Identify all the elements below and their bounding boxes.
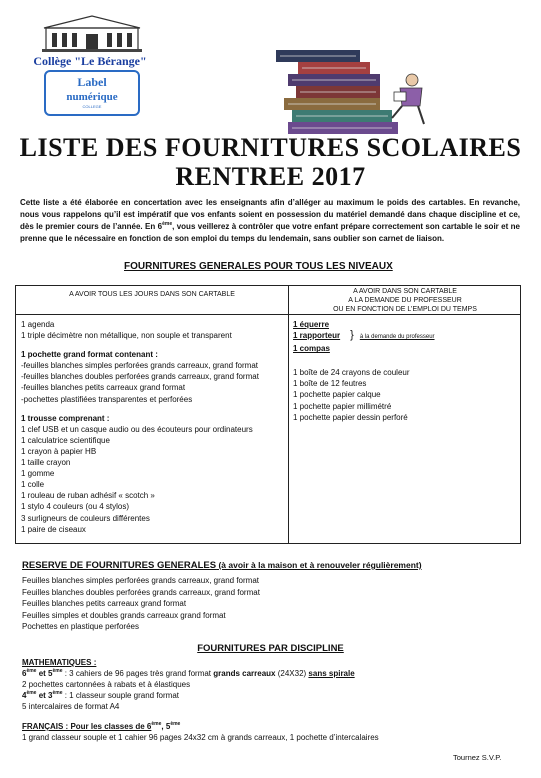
list-item: Feuilles blanches simples perforées grands carreaux, grand format (22, 576, 260, 585)
on-demand-items-list (293, 319, 435, 423)
maths-title: MATHEMATIQUES : (22, 658, 97, 667)
discipline-section (22, 657, 379, 743)
list-item: -feuilles blanches simples perforées grands carreaux, grand format (21, 361, 259, 371)
intro-text-2: , vous veillerez à contrôler que votre enfant prépare correctement son cartable le soir et ne prenne que le nécessaire en fonction de son emploi du temps du lendemain, sans oublier son carnet de liaison. (20, 222, 521, 243)
discipline-heading: FOURNITURES PAR DISCIPLINE (197, 643, 344, 654)
daily-items-list (21, 319, 259, 535)
list-item: 1 stylo 4 couleurs (ou 4 stylos) (21, 502, 130, 512)
col2-header-line-3: OU EN FONCTION DE L’EMPLOI DU TEMPS (333, 306, 477, 313)
title-line-2: RENTREE 2017 (175, 162, 366, 191)
list-item: 1 triple décimètre non métallique, non souple et transparent (21, 331, 232, 341)
page-title (0, 133, 541, 191)
list-item: 1 crayon à papier HB (21, 446, 97, 456)
list-item: 1 compas (293, 344, 330, 354)
badge-line-1: Label (77, 75, 107, 89)
brace-icon: } (350, 329, 354, 342)
reserve-list (22, 575, 260, 633)
list-item: 1 équerre (293, 320, 330, 329)
list-item: -feuilles blanches petits carreaux grand format (21, 383, 186, 393)
trousse-title: 1 trousse comprenant : (21, 413, 110, 423)
list-item: 1 pochette papier dessin perforé (293, 412, 408, 422)
list-item: 1 boîte de 24 crayons de couleur (293, 368, 410, 378)
title-line-1: LISTE DES FOURNITURES SCOLAIRES (19, 133, 522, 162)
college-name: Collège "Le Bérange" (33, 54, 147, 68)
college-building-icon (42, 14, 142, 52)
table-column-divider (288, 286, 289, 543)
col2-header-line-1: A AVOIR DANS SON CARTABLE (353, 288, 457, 295)
list-item: 1 agenda (21, 320, 55, 329)
books-reader-illustration (262, 44, 432, 134)
list-item: Feuilles simples et doubles grands carreaux grand format (22, 610, 226, 620)
list-item: 1 boîte de 12 feutres (293, 379, 367, 389)
table-header-divider (16, 314, 520, 315)
rapporteur-row (293, 330, 435, 343)
list-item: Pochettes en plastique perforées (22, 622, 139, 632)
reserve-heading-main: RESERVE DE FOURNITURES GENERALES (22, 560, 217, 571)
college-logo (20, 14, 160, 112)
list-item: 1 paire de ciseaux (21, 524, 86, 534)
label-numerique-badge (44, 70, 140, 116)
column-header-on-demand (289, 287, 521, 314)
general-supplies-table (15, 285, 521, 544)
list-item: 1 pochette papier millimétré (293, 401, 392, 411)
francais-line-1: 1 grand classeur souple et 1 cahier 96 pages 24x32 cm à grands carreaux, 1 pochette d’intercalaires (22, 733, 379, 742)
list-item: 1 rouleau de ruban adhésif « scotch » (21, 491, 155, 501)
francais-title: FRANÇAIS : Pour les classes de 6ème, 5ème (22, 721, 181, 731)
list-item: 1 gomme (21, 469, 55, 479)
list-item: 1 clef USB et un casque audio ou des écouteurs pour ordinateurs (21, 424, 253, 434)
maths-line-1: 6ème et 5ème : 3 cahiers de 96 pages très grand format grands carreaux (24X32) sans spirale (22, 668, 355, 678)
badge-line-2: numérique (66, 91, 118, 103)
general-heading: FOURNITURES GENERALES POUR TOUS LES NIVEAUX (124, 261, 393, 272)
maths-line-3: 4ème et 3ème : 1 classeur souple grand format (22, 690, 180, 700)
reserve-heading-note: (à avoir à la maison et à renouveler régulièrement) (216, 560, 422, 570)
list-item: 1 pochette papier calque (293, 390, 381, 400)
footer-turn-over: Tournez S.V.P. (453, 753, 502, 762)
pochette-title: 1 pochette grand format contenant : (21, 350, 158, 360)
badge-line-3: COLLEGE (82, 104, 102, 109)
list-item: 1 rapporteur (293, 331, 341, 341)
list-item: Feuilles blanches doubles perforées grands carreaux, grand format (22, 587, 260, 597)
list-item: 3 surligneurs de couleurs différentes (21, 513, 150, 523)
list-item: 1 calculatrice scientifique (21, 435, 110, 445)
intro-text-1: Cette liste a été élaborée en concertation avec les enseignants afin d’alléger au maximum le poids des cartables. En revanche, nous vous rappelons qu’il est impératif que vos enfants soient en possession du matériel demandé dans chaque discipline et ce, dès le premier cours de l’année. En 6 (20, 198, 520, 231)
list-item: 1 colle (21, 480, 45, 490)
col2-header-line-2: A LA DEMANDE DU PROFESSEUR (348, 297, 462, 304)
brace-note: à la demande du professeur (359, 334, 435, 341)
maths-line-4: 5 intercalaires de format A4 (22, 702, 120, 711)
list-item: Feuilles blanches petits carreaux grand format (22, 599, 187, 609)
maths-line-2: 2 pochettes cartonnées à rabats et à élastiques (22, 680, 191, 689)
reserve-heading (22, 560, 522, 571)
list-item: -feuilles blanches doubles perforées grands carreaux, grand format (21, 372, 259, 382)
list-item: 1 taille crayon (21, 458, 71, 468)
intro-paragraph (20, 197, 520, 245)
intro-sup: ème (162, 221, 173, 227)
column-header-daily: A AVOIR TOUS LES JOURS DANS SON CARTABLE (69, 291, 235, 298)
list-item: -pochettes plastifiées transparentes et perforées (21, 394, 193, 404)
